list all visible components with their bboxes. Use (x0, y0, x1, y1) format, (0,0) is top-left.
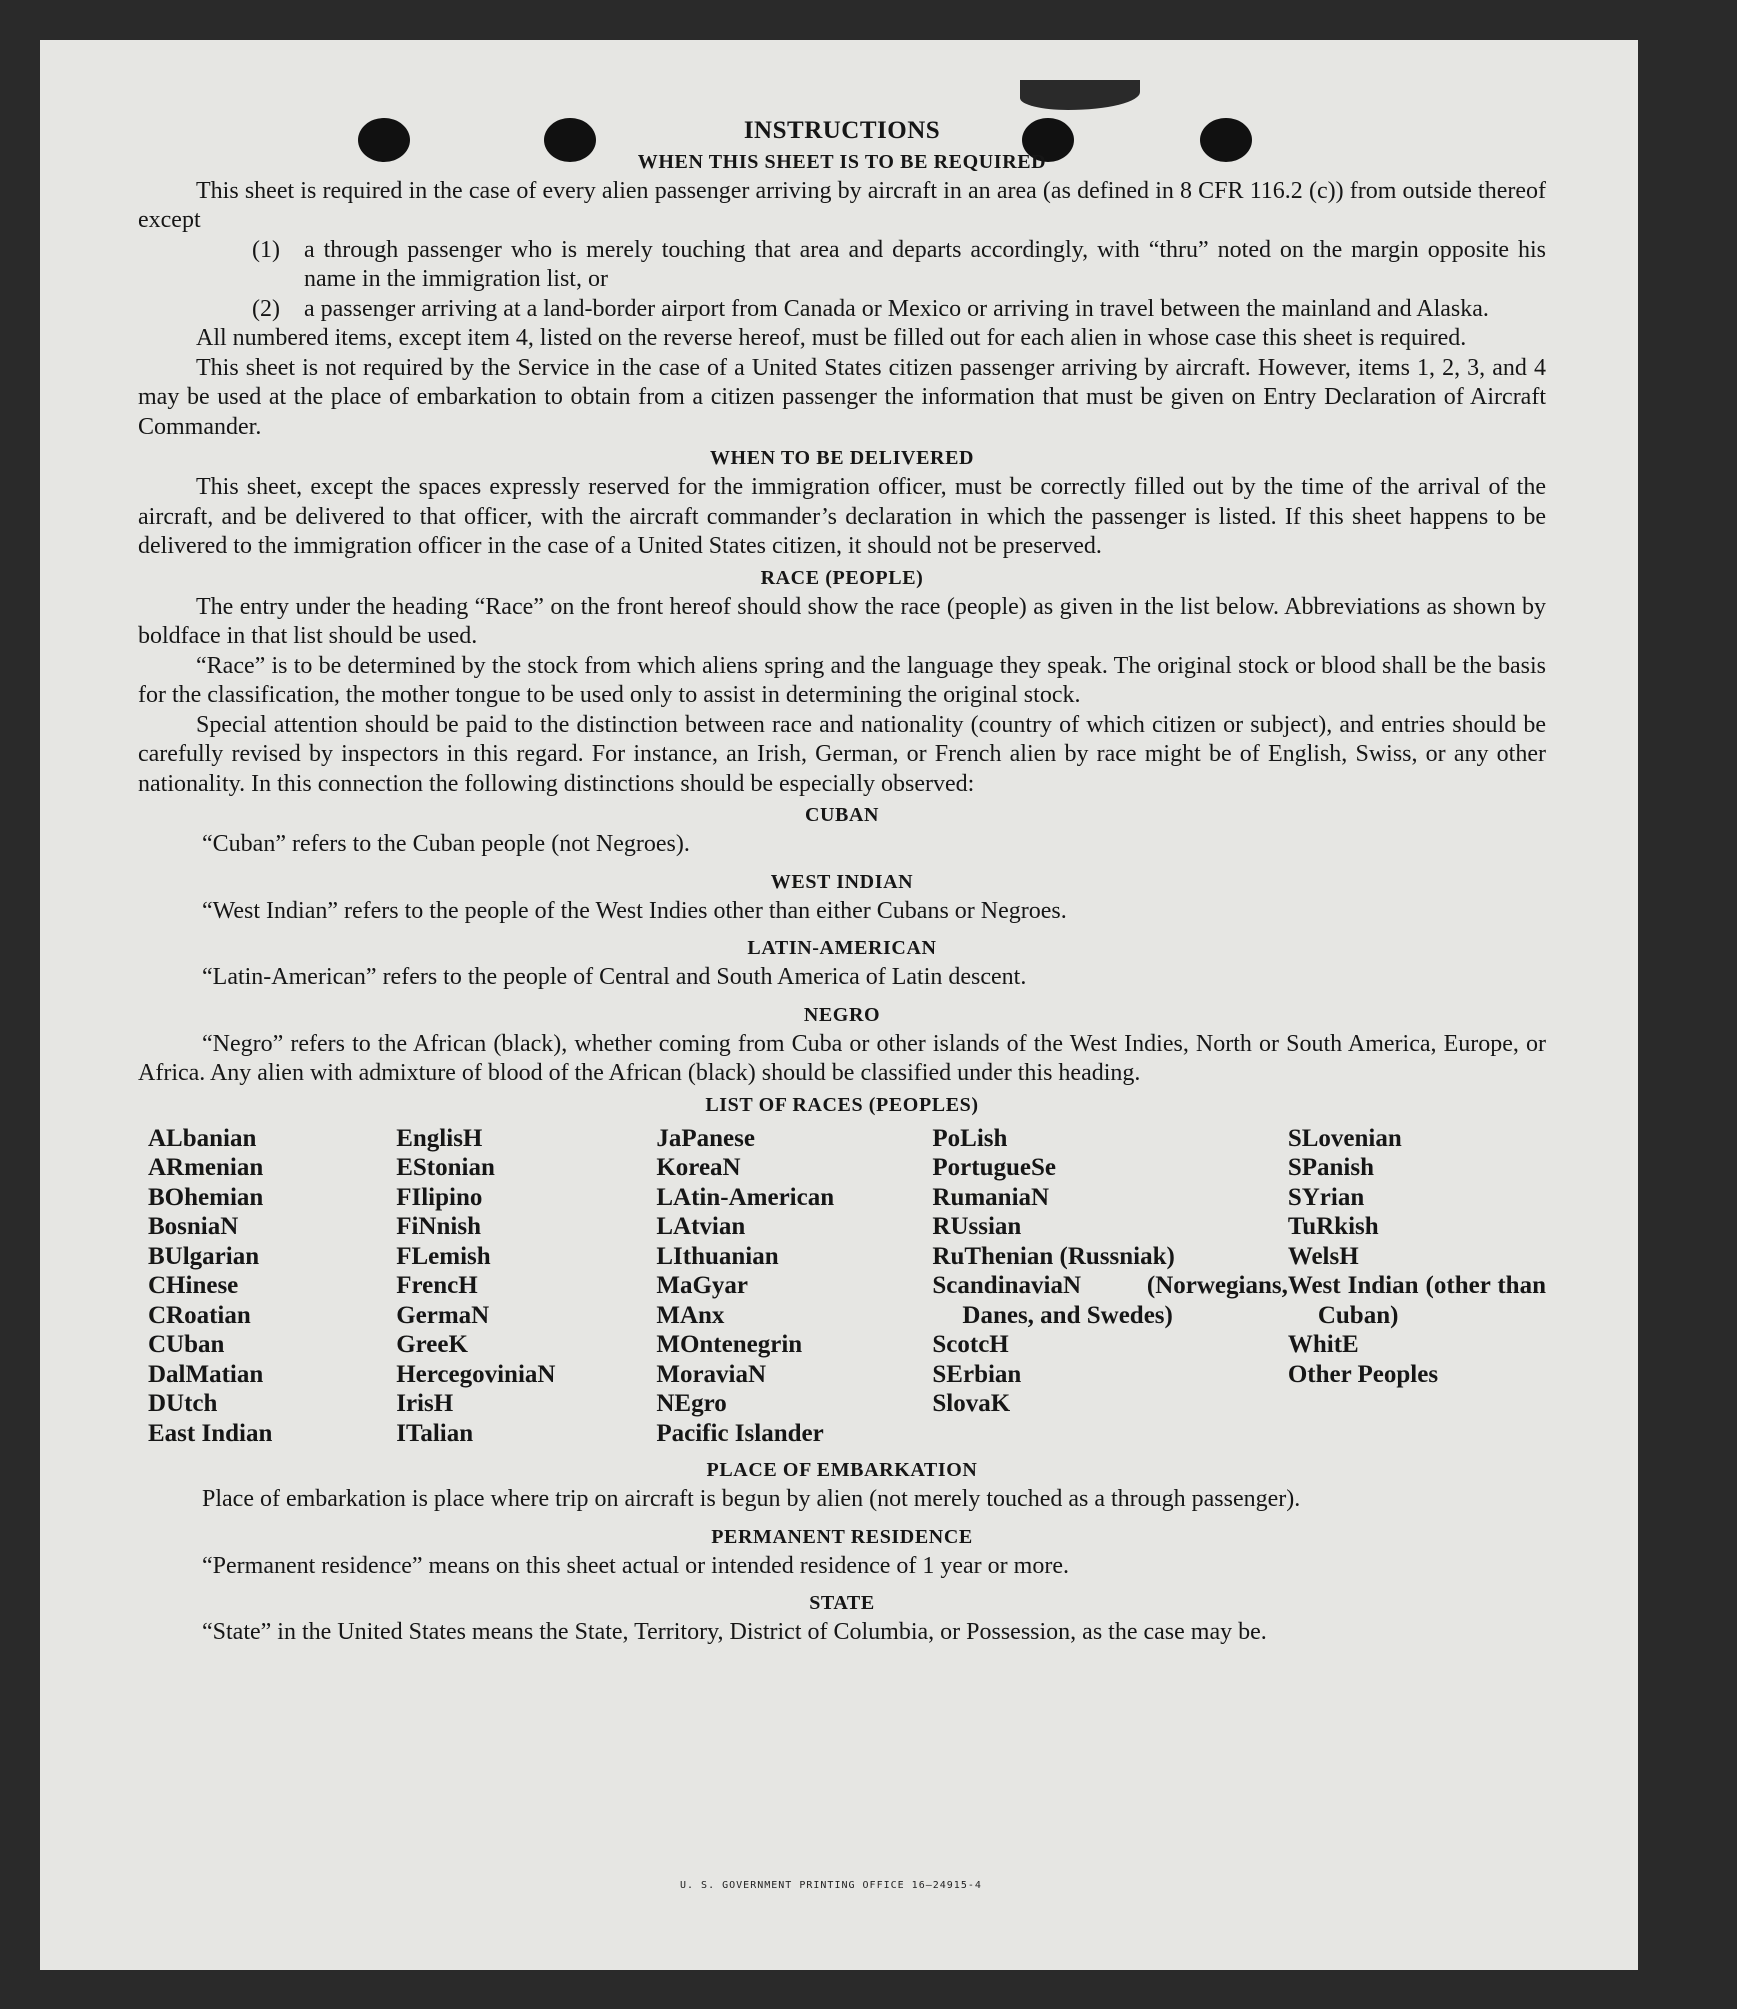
section-heading-cuban: CUBAN (804, 804, 880, 826)
race-entry: MAnx (656, 1301, 725, 1329)
instructions-body (138, 116, 1546, 1648)
race-entry: RumaniaN (932, 1183, 1050, 1211)
latin-american-paragraph: “Latin-American” refers to the people of Central and South America of Latin descent. (202, 964, 1027, 990)
section-heading-list-of-races: LIST OF RACES (PEOPLES) (705, 1093, 979, 1116)
race-entry: KoreaN (656, 1154, 741, 1181)
race-entry: GermaN (396, 1301, 490, 1329)
section-heading-state: STATE (809, 1592, 875, 1614)
race-entry: HercegoviniaN (396, 1360, 556, 1388)
west-indian-paragraph: “West Indian” refers to the people of the West Indies other than either Cubans or Negroes. (202, 897, 1067, 924)
exception-item (252, 236, 1546, 295)
races-table (148, 1124, 1546, 1449)
section-heading-race: RACE (PEOPLE) (760, 566, 924, 589)
race-entry: RUssian (932, 1213, 1022, 1240)
race-entry: MaGyar (656, 1272, 748, 1299)
section-heading-when-required: WHEN THIS SHEET IS TO BE REQUIRED (637, 150, 1047, 173)
race-entry: Other Peoples (1287, 1360, 1439, 1388)
race-entry: NEgro (656, 1390, 727, 1417)
race-entry: BUlgarian (148, 1242, 260, 1270)
race-entry: SLovenian (1287, 1124, 1402, 1152)
race-entry: ScotcH (932, 1331, 1009, 1358)
section-heading-when-delivered: WHEN TO BE DELIVERED (709, 447, 975, 469)
race-entry: PortugueSe (932, 1154, 1056, 1181)
race-entry: RuThenian (Russniak) (932, 1242, 1175, 1270)
race-entry: LAtvian (656, 1213, 746, 1240)
page-title: INSTRUCTIONS (743, 117, 941, 144)
printer-imprint: U. S. GOVERNMENT PRINTING OFFICE 16—24915-4 (680, 1880, 982, 1891)
race-entry: SErbian (932, 1360, 1022, 1388)
race-entry: EStonian (396, 1154, 495, 1181)
race-entry: CRoatian (148, 1301, 251, 1329)
race-paragraph: “Race” is to be determined by the stock from which aliens spring and the language they speak. The original stock or blood shall be the basis for the classification, the mother tongue to be used only to assist in determining the original stock. (138, 652, 1546, 708)
races-column (396, 1124, 656, 1449)
race-entry: Pacific Islander (656, 1419, 824, 1447)
race-entry: SYrian (1287, 1183, 1365, 1211)
race-entry: ARmenian (148, 1154, 264, 1181)
torn-edge (1020, 80, 1140, 110)
section-heading-negro: NEGRO (803, 1003, 881, 1026)
race-entry: WhitE (1287, 1331, 1359, 1358)
when-required-intro: This sheet is required in the case of every alien passenger arriving by aircraft in an area (as defined in 8 CFR 116.2 (c)) from outside thereof except (138, 177, 1546, 233)
when-required-paragraph: This sheet is not required by the Service in the case of a United States citizen passenger arriving by aircraft. However, items 1, 2, 3, and 4 may be used at the place of embarkation to obtain from a citizen passenger the information that must be given on Entry Declaration of Aircraft Commander. (138, 354, 1546, 440)
race-entry: CHinese (148, 1272, 239, 1299)
race-entry: West Indian (other than Cuban) (1287, 1272, 1546, 1329)
section-heading-latin-american: LATIN-AMERICAN (747, 937, 937, 959)
race-entry: MoraviaN (656, 1360, 767, 1388)
negro-paragraph: “Negro” refers to the African (black), whether coming from Cuba or other islands of the West Indies, North or South America, Europe, or Africa. Any alien with admixture of blood of the African (black) should be classified under this heading. (138, 1030, 1546, 1086)
state-paragraph: “State” in the United States means the State, Territory, District of Columbia, or Possession, as the case may be. (202, 1619, 1267, 1645)
race-entry: ALbanian (148, 1124, 257, 1152)
section-heading-west-indian: WEST INDIAN (770, 870, 914, 893)
races-column (1288, 1124, 1546, 1449)
item-number: (2) (252, 295, 280, 322)
race-paragraph: The entry under the heading “Race” on the front hereof should show the race (people) as given in the list below. Abbreviations as shown by boldface in that list should be used. (138, 593, 1546, 649)
race-entry: WelsH (1287, 1242, 1359, 1270)
section-heading-embarkation: PLACE OF EMBARKATION (706, 1459, 978, 1481)
race-entry: JaPanese (656, 1124, 755, 1152)
race-entry: East Indian (148, 1419, 273, 1447)
race-entry: BOhemian (148, 1183, 264, 1211)
race-entry: PoLish (932, 1124, 1008, 1152)
when-required-paragraph: All numbered items, except item 4, listed on the reverse hereof, must be filled out for each alien in whose case this sheet is required. (196, 325, 1467, 351)
race-entry: LIthuanian (656, 1242, 779, 1270)
section-heading-residence: PERMANENT RESIDENCE (711, 1525, 973, 1548)
embarkation-paragraph: Place of embarkation is place where trip on aircraft is begun by alien (not merely touched as a through passenger). (202, 1486, 1301, 1512)
races-column (932, 1124, 1287, 1449)
race-entry: ScandinaviaN (Norwegians, Danes, and Swedes) (932, 1272, 1288, 1329)
race-paragraph: Special attention should be paid to the distinction between race and nationality (country of which citizen or subject), and entries should be carefully revised by inspectors in this regard. For instance, an Irish, German, or French alien by race might be of English, Swiss, or any other nationality. In this connection the following distinctions should be especially observed: (138, 711, 1546, 797)
race-entry: IrisH (396, 1390, 454, 1417)
race-entry: LAtin-American (656, 1183, 835, 1211)
item-number: (1) (252, 236, 280, 263)
races-column (656, 1124, 932, 1449)
residence-paragraph: “Permanent residence” means on this sheet actual or intended residence of 1 year or more. (202, 1552, 1069, 1579)
race-entry: MOntenegrin (656, 1331, 803, 1358)
race-entry: TuRkish (1287, 1213, 1379, 1240)
race-entry: FrencH (396, 1272, 478, 1299)
item-text: a passenger arriving at a land-border airport from Canada or Mexico or arriving in travel between the mainland and Alaska. (304, 295, 1489, 322)
race-entry: SlovaK (932, 1390, 1011, 1417)
race-entry: SPanish (1287, 1154, 1375, 1181)
race-entry: GreeK (396, 1331, 468, 1358)
race-entry: DalMatian (148, 1360, 264, 1388)
when-delivered-paragraph: This sheet, except the spaces expressly reserved for the immigration officer, must be correctly filled out by the time of the arrival of the aircraft, and be delivered to that officer, with the aircraft commander’s declaration in which the passenger is listed. If this sheet happens to be delivered to the immigration officer in the case of a United States citizen, it should not be preserved. (138, 474, 1546, 559)
race-entry: FiNnish (396, 1213, 481, 1240)
race-entry: BosniaN (148, 1213, 239, 1240)
races-column (148, 1124, 396, 1449)
race-entry: FLemish (396, 1242, 491, 1270)
race-entry: CUban (148, 1331, 225, 1358)
race-entry: DUtch (148, 1390, 218, 1417)
race-entry: EnglisH (396, 1124, 483, 1152)
exception-item (252, 295, 1546, 325)
cuban-paragraph: “Cuban” refers to the Cuban people (not Negroes). (202, 831, 690, 857)
race-entry: FIlipino (396, 1183, 483, 1211)
race-entry: ITalian (396, 1419, 474, 1447)
item-text: a through passenger who is merely touching that area and departs accordingly, with “thru” noted on the margin opposite his name in the immigration list, or (304, 236, 1546, 292)
